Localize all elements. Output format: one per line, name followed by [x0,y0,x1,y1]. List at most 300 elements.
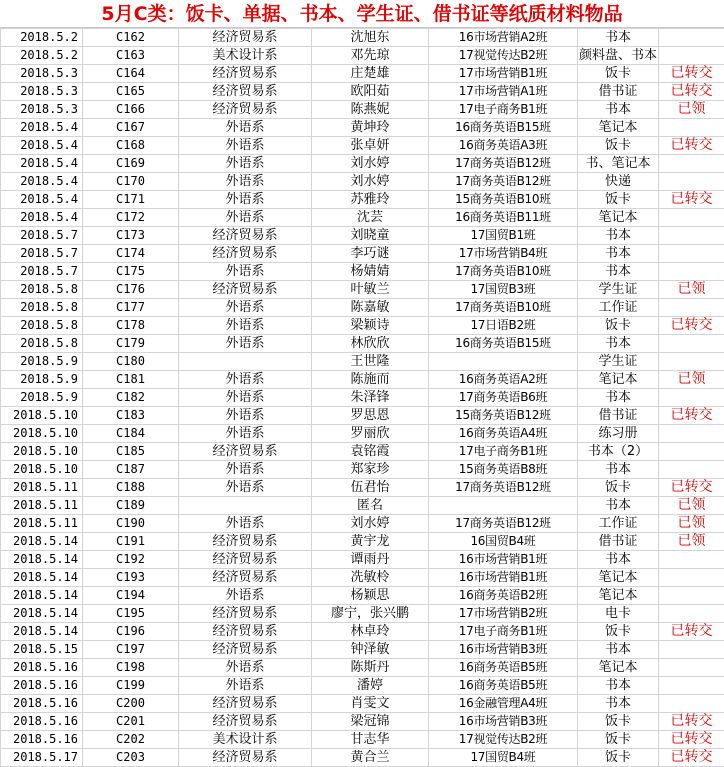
table-row [1,551,724,569]
date-cell[interactable]: 2018.5.7 [1,227,83,245]
name-cell[interactable]: 苏雅玲 [312,191,429,209]
item-cell[interactable]: 工作证 [578,515,659,533]
name-cell[interactable]: 李巧谜 [312,245,429,263]
status-cell[interactable]: 已领 [659,533,724,551]
date-cell[interactable]: 2018.5.14 [1,551,83,569]
status-cell[interactable] [659,263,724,281]
item-cell[interactable]: 笔记本 [578,569,659,587]
item-cell[interactable]: 书本（2） [578,443,659,461]
department-cell[interactable]: 外语系 [179,299,312,317]
date-cell[interactable]: 2018.5.14 [1,533,83,551]
name-cell[interactable]: 林欣欣 [312,335,429,353]
code-cell[interactable]: C192 [83,551,179,569]
item-cell[interactable]: 借书证 [578,407,659,425]
date-cell[interactable]: 2018.5.4 [1,209,83,227]
date-cell[interactable]: 2018.5.15 [1,641,83,659]
name-cell[interactable]: 庄楚雄 [312,65,429,83]
name-cell[interactable]: 欧阳茹 [312,83,429,101]
code-cell[interactable]: C197 [83,641,179,659]
table-row [1,425,724,443]
date-cell[interactable]: 2018.5.16 [1,659,83,677]
name-cell[interactable]: 沈芸 [312,209,429,227]
status-cell[interactable]: 已领 [659,281,724,299]
code-cell[interactable]: C172 [83,209,179,227]
department-cell[interactable]: 经济贸易系 [179,29,312,47]
date-cell[interactable]: 2018.5.3 [1,101,83,119]
name-cell[interactable]: 陈斯丹 [312,659,429,677]
code-cell[interactable]: C176 [83,281,179,299]
class-cell[interactable]: 17市场营销B1班 [429,65,578,83]
department-cell[interactable]: 经济贸易系 [179,551,312,569]
department-cell[interactable] [179,353,312,371]
status-cell[interactable] [659,227,724,245]
name-cell[interactable]: 邓先琼 [312,47,429,65]
date-cell[interactable]: 2018.5.8 [1,281,83,299]
date-cell[interactable]: 2018.5.9 [1,371,83,389]
code-cell[interactable]: C185 [83,443,179,461]
name-cell[interactable]: 廖宁，张兴鹏 [312,605,429,623]
status-cell[interactable]: 已领 [659,371,724,389]
date-cell[interactable]: 2018.5.9 [1,389,83,407]
department-cell[interactable]: 外语系 [179,407,312,425]
name-cell[interactable]: 伍君怡 [312,479,429,497]
department-cell[interactable]: 外语系 [179,209,312,227]
item-cell[interactable]: 书本 [578,335,659,353]
status-cell[interactable] [659,389,724,407]
department-cell[interactable]: 外语系 [179,659,312,677]
class-cell[interactable]: 16商务英语B5班 [429,659,578,677]
code-cell[interactable]: C194 [83,587,179,605]
code-cell[interactable]: C200 [83,695,179,713]
class-cell[interactable]: 15商务英语B12班 [429,407,578,425]
date-cell[interactable]: 2018.5.7 [1,263,83,281]
item-cell[interactable]: 书本 [578,695,659,713]
table-row [1,461,724,479]
class-cell[interactable]: 16国贸B4班 [429,533,578,551]
department-cell[interactable]: 外语系 [179,677,312,695]
date-cell[interactable]: 2018.5.14 [1,605,83,623]
item-cell[interactable]: 颜料盘、书本 [578,47,659,65]
class-cell[interactable]: 16商务英语A2班 [429,371,578,389]
name-cell[interactable]: 冼敏柃 [312,569,429,587]
date-cell[interactable]: 2018.5.4 [1,119,83,137]
date-cell[interactable]: 2018.5.11 [1,479,83,497]
item-cell[interactable]: 书本 [578,677,659,695]
class-cell[interactable] [429,497,578,515]
date-cell[interactable]: 2018.5.8 [1,317,83,335]
date-cell[interactable]: 2018.5.2 [1,29,83,47]
class-cell[interactable]: 16商务英语B2班 [429,587,578,605]
status-cell[interactable] [659,461,724,479]
date-cell[interactable]: 2018.5.16 [1,713,83,731]
department-cell[interactable]: 外语系 [179,263,312,281]
item-cell[interactable]: 练习册 [578,425,659,443]
department-cell[interactable]: 外语系 [179,119,312,137]
item-cell[interactable]: 电卡 [578,605,659,623]
code-cell[interactable]: C163 [83,47,179,65]
code-cell[interactable]: C191 [83,533,179,551]
department-cell[interactable]: 经济贸易系 [179,569,312,587]
item-cell[interactable]: 饭卡 [578,731,659,749]
department-cell[interactable]: 美术设计系 [179,47,312,65]
status-cell[interactable]: 已转交 [659,191,724,209]
date-cell[interactable]: 2018.5.17 [1,749,83,767]
name-cell[interactable]: 陈嘉敏 [312,299,429,317]
department-cell[interactable]: 外语系 [179,389,312,407]
item-cell[interactable]: 笔记本 [578,659,659,677]
name-cell[interactable]: 刘水婷 [312,173,429,191]
class-cell[interactable]: 17商务英语B10班 [429,263,578,281]
table-row [1,515,724,533]
department-cell[interactable]: 外语系 [179,335,312,353]
status-cell[interactable] [659,641,724,659]
name-cell[interactable]: 叶敏兰 [312,281,429,299]
status-cell[interactable]: 已转交 [659,407,724,425]
status-cell[interactable] [659,425,724,443]
date-cell[interactable]: 2018.5.7 [1,245,83,263]
item-cell[interactable]: 笔记本 [578,209,659,227]
class-cell[interactable]: 15商务英语B8班 [429,461,578,479]
status-cell[interactable]: 已转交 [659,317,724,335]
date-cell[interactable]: 2018.5.10 [1,461,83,479]
code-cell[interactable]: C164 [83,65,179,83]
class-cell[interactable]: 16商务英语B5班 [429,677,578,695]
name-cell[interactable]: 梁冠锦 [312,713,429,731]
table-row [1,641,724,659]
code-cell[interactable]: C203 [83,749,179,767]
department-cell[interactable]: 外语系 [179,155,312,173]
code-cell[interactable]: C189 [83,497,179,515]
department-cell[interactable]: 外语系 [179,587,312,605]
code-cell[interactable]: C193 [83,569,179,587]
date-cell[interactable]: 2018.5.3 [1,83,83,101]
department-cell[interactable]: 经济贸易系 [179,533,312,551]
item-cell[interactable]: 借书证 [578,533,659,551]
name-cell[interactable]: 郑家珍 [312,461,429,479]
department-cell[interactable]: 经济贸易系 [179,83,312,101]
date-cell[interactable]: 2018.5.4 [1,155,83,173]
date-cell[interactable]: 2018.5.2 [1,47,83,65]
department-cell[interactable]: 外语系 [179,137,312,155]
item-cell[interactable]: 学生证 [578,353,659,371]
status-cell[interactable] [659,335,724,353]
department-cell[interactable]: 外语系 [179,425,312,443]
status-cell[interactable]: 已转交 [659,65,724,83]
class-cell[interactable]: 16商务英语B15班 [429,335,578,353]
code-cell[interactable]: C187 [83,461,179,479]
item-cell[interactable]: 工作证 [578,299,659,317]
status-cell[interactable] [659,209,724,227]
name-cell[interactable]: 刘晓童 [312,227,429,245]
class-cell[interactable]: 17日语B2班 [429,317,578,335]
class-cell[interactable]: 16商务英语B15班 [429,119,578,137]
department-cell[interactable] [179,497,312,515]
department-cell[interactable]: 经济贸易系 [179,605,312,623]
status-cell[interactable] [659,299,724,317]
code-cell[interactable]: C166 [83,101,179,119]
class-cell[interactable]: 17商务英语B12班 [429,479,578,497]
name-cell[interactable]: 林卓玲 [312,623,429,641]
item-cell[interactable]: 快递 [578,173,659,191]
class-cell[interactable]: 15商务英语B10班 [429,191,578,209]
date-cell[interactable]: 2018.5.14 [1,623,83,641]
class-cell[interactable]: 16市场营销B1班 [429,569,578,587]
status-cell[interactable]: 已领 [659,101,724,119]
name-cell[interactable]: 袁铭霞 [312,443,429,461]
item-cell[interactable]: 书本 [578,101,659,119]
department-cell[interactable]: 外语系 [179,515,312,533]
table-row [1,299,724,317]
item-cell[interactable]: 书本 [578,29,659,47]
code-cell[interactable]: C174 [83,245,179,263]
item-cell[interactable]: 借书证 [578,83,659,101]
date-cell[interactable]: 2018.5.10 [1,425,83,443]
table-row [1,623,724,641]
class-cell[interactable]: 17商务英语B12班 [429,173,578,191]
department-cell[interactable]: 外语系 [179,461,312,479]
status-cell[interactable]: 已转交 [659,713,724,731]
status-cell[interactable] [659,47,724,65]
table-row [1,497,724,515]
class-cell[interactable]: 16金融管理A4班 [429,695,578,713]
status-cell[interactable]: 已转交 [659,137,724,155]
name-cell[interactable]: 钟泽敏 [312,641,429,659]
class-cell[interactable]: 16市场营销B1班 [429,551,578,569]
class-cell[interactable] [429,353,578,371]
code-cell[interactable]: C181 [83,371,179,389]
name-cell[interactable]: 黄宇龙 [312,533,429,551]
item-cell[interactable]: 饭卡 [578,479,659,497]
class-cell[interactable]: 16商务英语A3班 [429,137,578,155]
item-cell[interactable]: 书本 [578,461,659,479]
item-cell[interactable]: 书本 [578,389,659,407]
date-cell[interactable]: 2018.5.4 [1,137,83,155]
item-cell[interactable]: 书、笔记本 [578,155,659,173]
department-cell[interactable]: 美术设计系 [179,731,312,749]
name-cell[interactable]: 肖雯文 [312,695,429,713]
date-cell[interactable]: 2018.5.16 [1,677,83,695]
name-cell[interactable]: 黄坤玲 [312,119,429,137]
code-cell[interactable]: C170 [83,173,179,191]
name-cell[interactable]: 匿名 [312,497,429,515]
item-cell[interactable]: 饭卡 [578,623,659,641]
status-cell[interactable]: 已转交 [659,731,724,749]
class-cell[interactable]: 17电子商务B1班 [429,443,578,461]
status-cell[interactable] [659,443,724,461]
code-cell[interactable]: C183 [83,407,179,425]
code-cell[interactable]: C162 [83,29,179,47]
date-cell[interactable]: 2018.5.10 [1,443,83,461]
name-cell[interactable]: 张卓妍 [312,137,429,155]
department-cell[interactable]: 经济贸易系 [179,695,312,713]
date-cell[interactable]: 2018.5.16 [1,731,83,749]
status-cell[interactable] [659,551,724,569]
table-row [1,209,724,227]
name-cell[interactable]: 刘水婷 [312,515,429,533]
name-cell[interactable]: 沈旭东 [312,29,429,47]
department-cell[interactable]: 外语系 [179,191,312,209]
class-cell[interactable]: 17国贸B3班 [429,281,578,299]
date-cell[interactable]: 2018.5.16 [1,695,83,713]
code-cell[interactable]: C196 [83,623,179,641]
code-cell[interactable]: C182 [83,389,179,407]
code-cell[interactable]: C175 [83,263,179,281]
department-cell[interactable]: 经济贸易系 [179,713,312,731]
name-cell[interactable]: 潘婷 [312,677,429,695]
class-cell[interactable]: 17视觉传达B2班 [429,731,578,749]
department-cell[interactable]: 经济贸易系 [179,623,312,641]
code-cell[interactable]: C179 [83,335,179,353]
class-cell[interactable]: 17商务英语B10班 [429,299,578,317]
department-cell[interactable]: 经济贸易系 [179,443,312,461]
code-cell[interactable]: C195 [83,605,179,623]
status-cell[interactable] [659,353,724,371]
name-cell[interactable]: 杨婧婧 [312,263,429,281]
item-cell[interactable]: 书本 [578,263,659,281]
item-cell[interactable]: 书本 [578,551,659,569]
date-cell[interactable]: 2018.5.8 [1,299,83,317]
department-cell[interactable]: 外语系 [179,479,312,497]
name-cell[interactable]: 梁颖诗 [312,317,429,335]
class-cell[interactable]: 17市场营销A1班 [429,83,578,101]
department-cell[interactable]: 外语系 [179,317,312,335]
name-cell[interactable]: 王世隆 [312,353,429,371]
status-cell[interactable]: 已转交 [659,623,724,641]
status-cell[interactable]: 已转交 [659,749,724,767]
class-cell[interactable]: 17商务英语B6班 [429,389,578,407]
date-cell[interactable]: 2018.5.9 [1,353,83,371]
department-cell[interactable]: 经济贸易系 [179,227,312,245]
status-cell[interactable] [659,29,724,47]
name-cell[interactable]: 朱泽锋 [312,389,429,407]
status-cell[interactable] [659,173,724,191]
status-cell[interactable] [659,659,724,677]
class-cell[interactable]: 17国贸B4班 [429,749,578,767]
department-cell[interactable]: 经济贸易系 [179,281,312,299]
status-cell[interactable]: 已领 [659,515,724,533]
code-cell[interactable]: C173 [83,227,179,245]
name-cell[interactable]: 刘水婷 [312,155,429,173]
department-cell[interactable]: 外语系 [179,173,312,191]
item-cell[interactable]: 饭卡 [578,65,659,83]
code-cell[interactable]: C168 [83,137,179,155]
status-cell[interactable]: 已转交 [659,83,724,101]
date-cell[interactable]: 2018.5.14 [1,569,83,587]
date-cell[interactable]: 2018.5.3 [1,65,83,83]
class-cell[interactable]: 17国贸B1班 [429,227,578,245]
code-cell[interactable]: C199 [83,677,179,695]
department-cell[interactable]: 经济贸易系 [179,245,312,263]
name-cell[interactable]: 甘志华 [312,731,429,749]
item-cell[interactable]: 学生证 [578,281,659,299]
code-cell[interactable]: C178 [83,317,179,335]
item-cell[interactable]: 书本 [578,245,659,263]
status-cell[interactable] [659,245,724,263]
class-cell[interactable]: 16商务英语B11班 [429,209,578,227]
department-cell[interactable]: 经济贸易系 [179,749,312,767]
code-cell[interactable]: C201 [83,713,179,731]
status-cell[interactable] [659,677,724,695]
status-cell[interactable] [659,695,724,713]
date-cell[interactable]: 2018.5.8 [1,335,83,353]
item-cell[interactable]: 书本 [578,227,659,245]
table-row [1,155,724,173]
class-cell[interactable]: 17市场营销B2班 [429,605,578,623]
department-cell[interactable]: 经济贸易系 [179,101,312,119]
status-cell[interactable] [659,569,724,587]
item-cell[interactable]: 书本 [578,641,659,659]
date-cell[interactable]: 2018.5.10 [1,407,83,425]
status-cell[interactable] [659,587,724,605]
name-cell[interactable]: 罗思恩 [312,407,429,425]
code-cell[interactable]: C165 [83,83,179,101]
class-cell[interactable]: 16市场营销A2班 [429,29,578,47]
item-cell[interactable]: 饭卡 [578,317,659,335]
code-cell[interactable]: C177 [83,299,179,317]
status-cell[interactable] [659,119,724,137]
class-cell[interactable]: 17电子商务B1班 [429,101,578,119]
item-cell[interactable]: 饭卡 [578,713,659,731]
sheet-title[interactable]: 5月C类：饭卡、单据、书本、学生证、借书证等纸质材料物品 [0,0,724,28]
code-cell[interactable]: C169 [83,155,179,173]
date-cell[interactable]: 2018.5.11 [1,515,83,533]
class-cell[interactable]: 17商务英语B12班 [429,155,578,173]
name-cell[interactable]: 黄合兰 [312,749,429,767]
table-row [1,533,724,551]
code-cell[interactable]: C171 [83,191,179,209]
status-cell[interactable]: 已领 [659,497,724,515]
name-cell[interactable]: 谭雨丹 [312,551,429,569]
code-cell[interactable]: C190 [83,515,179,533]
item-cell[interactable]: 饭卡 [578,191,659,209]
date-cell[interactable]: 2018.5.14 [1,587,83,605]
name-cell[interactable]: 杨颖思 [312,587,429,605]
class-cell[interactable]: 16商务英语A4班 [429,425,578,443]
code-cell[interactable]: C167 [83,119,179,137]
code-cell[interactable]: C198 [83,659,179,677]
item-cell[interactable]: 饭卡 [578,137,659,155]
class-cell[interactable]: 17市场营销B4班 [429,245,578,263]
date-cell[interactable]: 2018.5.11 [1,497,83,515]
item-cell[interactable]: 笔记本 [578,587,659,605]
date-cell[interactable]: 2018.5.4 [1,191,83,209]
name-cell[interactable]: 陈燕妮 [312,101,429,119]
class-cell[interactable]: 17视觉传达B2班 [429,47,578,65]
status-cell[interactable]: 已转交 [659,479,724,497]
class-cell[interactable]: 17商务英语B12班 [429,515,578,533]
code-cell[interactable]: C180 [83,353,179,371]
item-cell[interactable]: 笔记本 [578,119,659,137]
date-cell[interactable]: 2018.5.4 [1,173,83,191]
item-cell[interactable]: 书本 [578,497,659,515]
item-cell[interactable]: 饭卡 [578,749,659,767]
department-cell[interactable]: 经济贸易系 [179,65,312,83]
code-cell[interactable]: C184 [83,425,179,443]
code-cell[interactable]: C188 [83,479,179,497]
status-cell[interactable] [659,155,724,173]
class-cell[interactable]: 16市场营销B3班 [429,641,578,659]
department-cell[interactable]: 外语系 [179,371,312,389]
class-cell[interactable]: 17电子商务B1班 [429,623,578,641]
department-cell[interactable]: 经济贸易系 [179,641,312,659]
status-cell[interactable] [659,605,724,623]
name-cell[interactable]: 罗丽欣 [312,425,429,443]
code-cell[interactable]: C202 [83,731,179,749]
name-cell[interactable]: 陈施而 [312,371,429,389]
class-cell[interactable]: 16市场营销B3班 [429,713,578,731]
item-cell[interactable]: 笔记本 [578,371,659,389]
table-row [1,281,724,299]
